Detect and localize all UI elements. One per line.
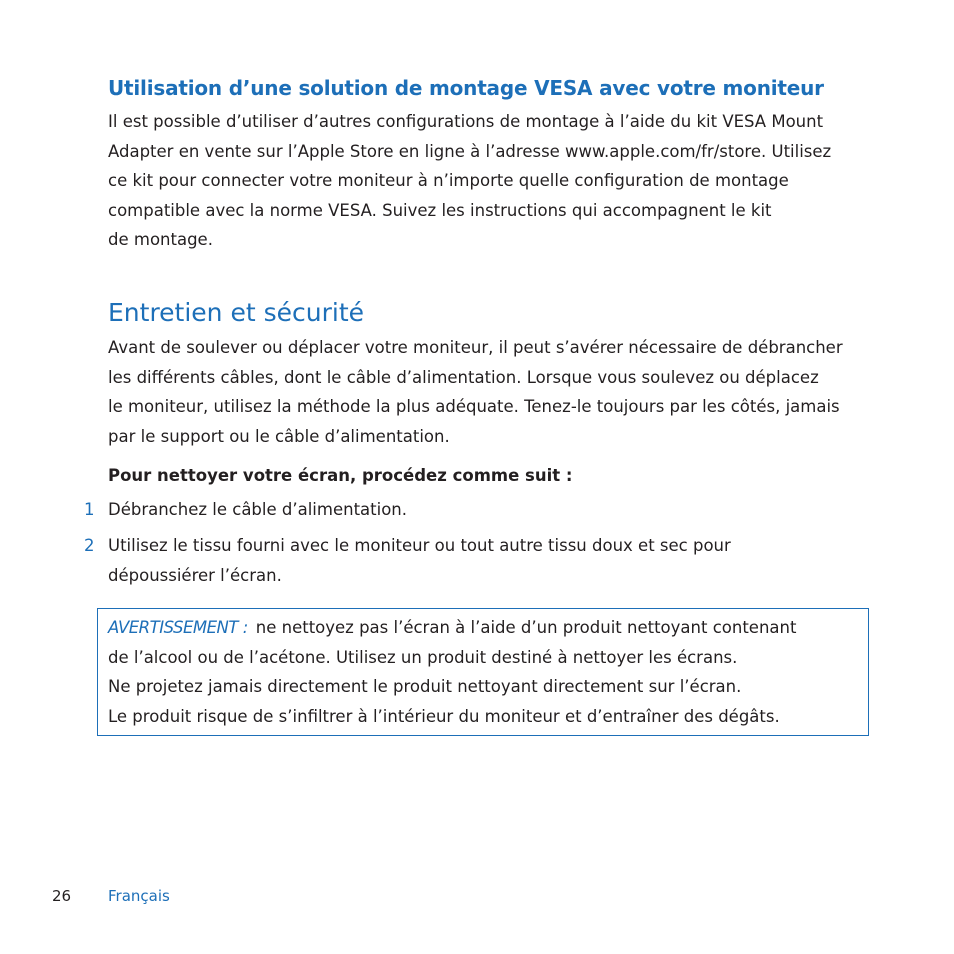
step-2-text [108,531,878,590]
care-line-2: les différents câbles, dont le câble d’alimentation. Lorsque vous soulevez ou déplacez [108,367,819,387]
warning-line-1 [108,613,863,643]
vesa-line-1: Il est possible d’utiliser d’autres configurations de montage à l’aide du kit VESA Mount [108,112,824,131]
step-1-line-1: Débranchez le câble d’alimentation. [108,500,407,519]
vesa-section-heading: Utilisation d’une solution de montage VESA avec votre moniteur [108,76,824,100]
page-number: 26 [52,887,72,905]
care-section-title: Entretien et sécurité [108,298,365,327]
warning-line-2: de l’alcool ou de l’acétone. Utilisez un produit destiné à nettoyer les écrans. [108,647,738,667]
step-2-number: 2 [84,536,95,555]
warning-line-3: Ne projetez jamais directement le produit nettoyant directement sur l’écran. [108,677,742,696]
vesa-line-4: compatible avec la norme VESA. Suivez les instructions qui accompagnent le kit [108,200,772,220]
care-paragraph [108,333,878,451]
vesa-line-2: Adapter en vente sur l’Apple Store en ligne à l’adresse www.apple.com/fr/store. Utilisez [108,141,832,161]
step-2-line-1: Utilisez le tissu fourni avec le moniteur ou tout autre tissu doux et sec pour [108,536,731,555]
care-line-4: par le support ou le câble d’alimentation. [108,426,450,446]
warning-text [108,613,863,731]
warning-first-line: ne nettoyez pas l’écran à l’aide d’un produit nettoyant contenant [255,618,797,637]
vesa-paragraph [108,107,878,255]
language-label: Français [108,887,170,905]
step-1-text [108,495,878,525]
care-line-3: le moniteur, utilisez la méthode la plus adéquate. Tenez-le toujours par les côtés, jamais [108,397,840,416]
warning-box [97,608,869,736]
procedure-heading: Pour nettoyer votre écran, procédez comme suit : [108,466,573,485]
warning-label: AVERTISSEMENT : [108,618,248,637]
step-1-number: 1 [84,500,95,519]
vesa-line-5: de montage. [108,230,213,249]
vesa-line-3: ce kit pour connecter votre moniteur à n’importe quelle configuration de montage [108,171,789,190]
warning-line-4: Le produit risque de s’infiltrer à l’intérieur du moniteur et d’entraîner des dégâts. [108,706,780,726]
step-2-line-2: dépoussiérer l’écran. [108,565,282,585]
care-line-1: Avant de soulever ou déplacer votre moniteur, il peut s’avérer nécessaire de débrancher [108,338,843,357]
